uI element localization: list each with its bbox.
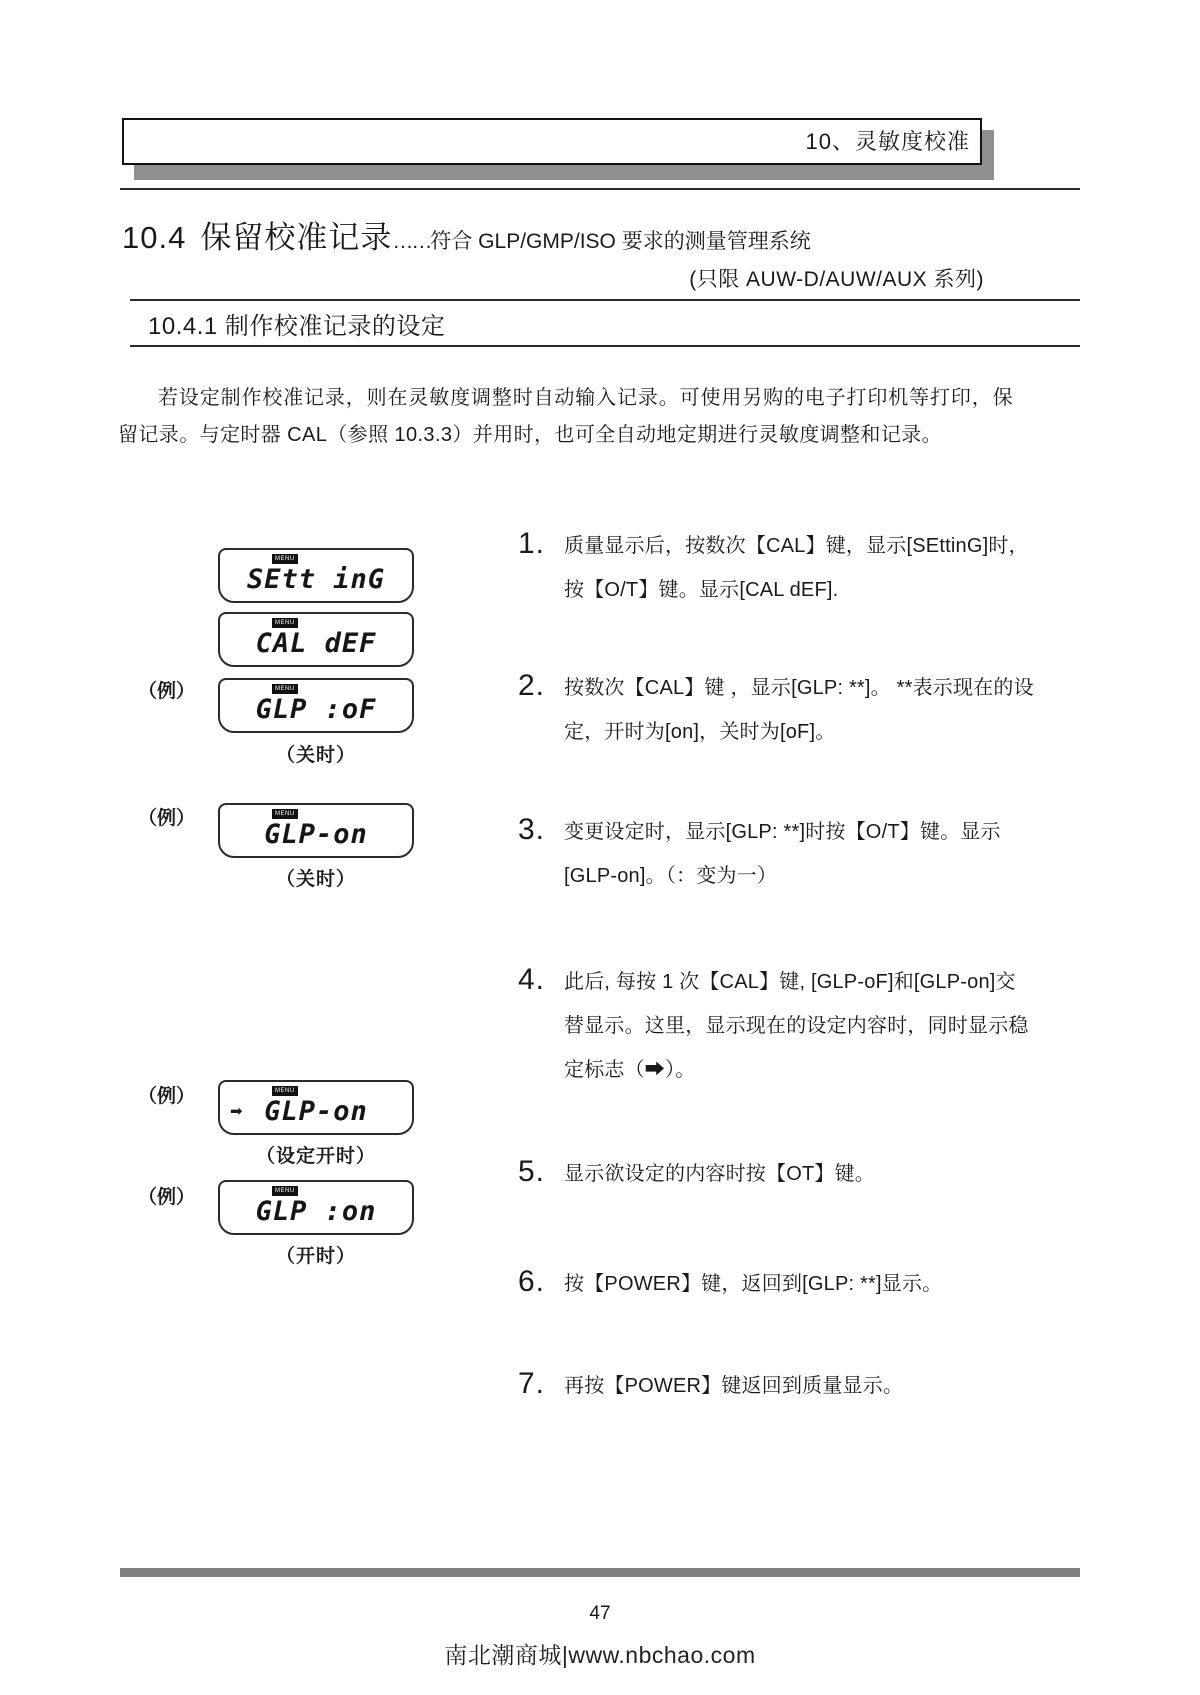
lcd-text: GLP :on bbox=[255, 1196, 377, 1227]
series-scope-note: (只限 AUW-D/AUW/AUX 系列) bbox=[689, 268, 984, 291]
intro-paragraph: 若设定制作校准记录，则在灵敏度调整时自动输入记录。可使用另购的电子打印机等打印，保留记录。与定时器 CAL（参照 10.3.3）并用时，也可全自动地定期进行灵敏度调整和记录。 bbox=[118, 387, 1013, 446]
step-text: 按【POWER】键，返回到[GLP: **]显示。 bbox=[564, 1273, 943, 1295]
lcd-caption: （关时） bbox=[275, 869, 356, 890]
step-1 bbox=[518, 524, 1034, 612]
lcd-display-cal-def bbox=[218, 612, 414, 667]
example-label: （例） bbox=[138, 1086, 196, 1107]
lcd-text: CAL dEF bbox=[255, 628, 377, 659]
menu-badge: MENU bbox=[272, 1186, 298, 1196]
lcd-display-glp-on bbox=[218, 803, 414, 858]
step-number: 2. bbox=[518, 669, 546, 702]
example-label: （例） bbox=[138, 808, 196, 829]
page-number: 47 bbox=[589, 1603, 611, 1624]
stability-mark-icon: ➡ bbox=[230, 1103, 243, 1120]
section-number: 10.4 bbox=[122, 220, 187, 255]
step-number: 7. bbox=[518, 1367, 546, 1400]
step-text: 再按【POWER】键返回到质量显示。 bbox=[564, 1375, 904, 1397]
lcd-caption: （关时） bbox=[275, 745, 356, 766]
chapter-title: 10、灵敏度校准 bbox=[805, 129, 970, 154]
lcd-display-glp-on-stable bbox=[218, 1080, 414, 1135]
step-number: 3. bbox=[518, 813, 546, 846]
step-4 bbox=[518, 960, 1034, 1092]
step-number: 1. bbox=[518, 527, 546, 560]
subsection-rule-bottom bbox=[130, 345, 1080, 347]
lcd-text: GLP-on bbox=[264, 819, 368, 850]
step-2 bbox=[518, 666, 1034, 754]
lcd-text: GLP-on bbox=[264, 1096, 368, 1127]
step-text: 此后, 每按 1 次【CAL】键, [GLP-oF]和[GLP-on]交替显示。这里，显示现在的设定内容时，同时显示稳定标志（➡）。 bbox=[564, 971, 1029, 1081]
lcd-caption: （开时） bbox=[275, 1246, 356, 1267]
menu-badge: MENU bbox=[272, 554, 298, 564]
step-text: 质量显示后，按数次【CAL】键，显示[SEttinG]时，按【O/T】键。显示[CAL dEF]. bbox=[564, 535, 1029, 601]
step-5 bbox=[518, 1152, 1034, 1196]
lcd-caption: （设定开时） bbox=[255, 1146, 376, 1167]
menu-badge: MENU bbox=[272, 1086, 298, 1096]
step-text: 变更设定时，显示[GLP: **]时按【O/T】键。显示[GLP-on]。（：变为一） bbox=[564, 821, 1001, 887]
section-title-sub: 符合 GLP/GMP/ISO 要求的测量管理系统 bbox=[430, 230, 811, 253]
lcd-display-glp-on-2 bbox=[218, 1180, 414, 1235]
lcd-display-glp-of bbox=[218, 678, 414, 733]
example-label: （例） bbox=[138, 681, 196, 702]
step-3 bbox=[518, 810, 1034, 898]
example-label: （例） bbox=[138, 1187, 196, 1208]
lcd-text: SEtt inG bbox=[246, 564, 386, 595]
header-rule bbox=[120, 188, 1080, 190]
subsection-heading: 10.4.1 制作校准记录的设定 bbox=[148, 313, 446, 340]
step-7 bbox=[518, 1364, 1034, 1408]
section-title bbox=[122, 212, 1022, 257]
lcd-display-setting bbox=[218, 548, 414, 603]
footer-divider-bar bbox=[120, 1568, 1080, 1577]
step-number: 5. bbox=[518, 1155, 546, 1188]
step-text: 按数次【CAL】键 ，显示[GLP: **]。 **表示现在的设定，开时为[on]，关时为[oF]。 bbox=[564, 677, 1034, 743]
menu-badge: MENU bbox=[272, 618, 298, 628]
footer-site-text: 南北潮商城|www.nbchao.com bbox=[444, 1642, 756, 1668]
title-ellipsis: …… bbox=[392, 230, 431, 253]
menu-badge: MENU bbox=[272, 684, 298, 694]
subsection-rule-top bbox=[130, 299, 1080, 301]
section-title-main: 保留校准记录 bbox=[200, 220, 393, 255]
menu-badge: MENU bbox=[272, 809, 298, 819]
chapter-header bbox=[122, 118, 982, 165]
lcd-text: GLP :oF bbox=[255, 694, 377, 725]
step-number: 6. bbox=[518, 1265, 546, 1298]
step-6 bbox=[518, 1262, 1034, 1306]
step-text: 显示欲设定的内容时按【OT】键。 bbox=[564, 1163, 875, 1185]
step-number: 4. bbox=[518, 963, 546, 996]
